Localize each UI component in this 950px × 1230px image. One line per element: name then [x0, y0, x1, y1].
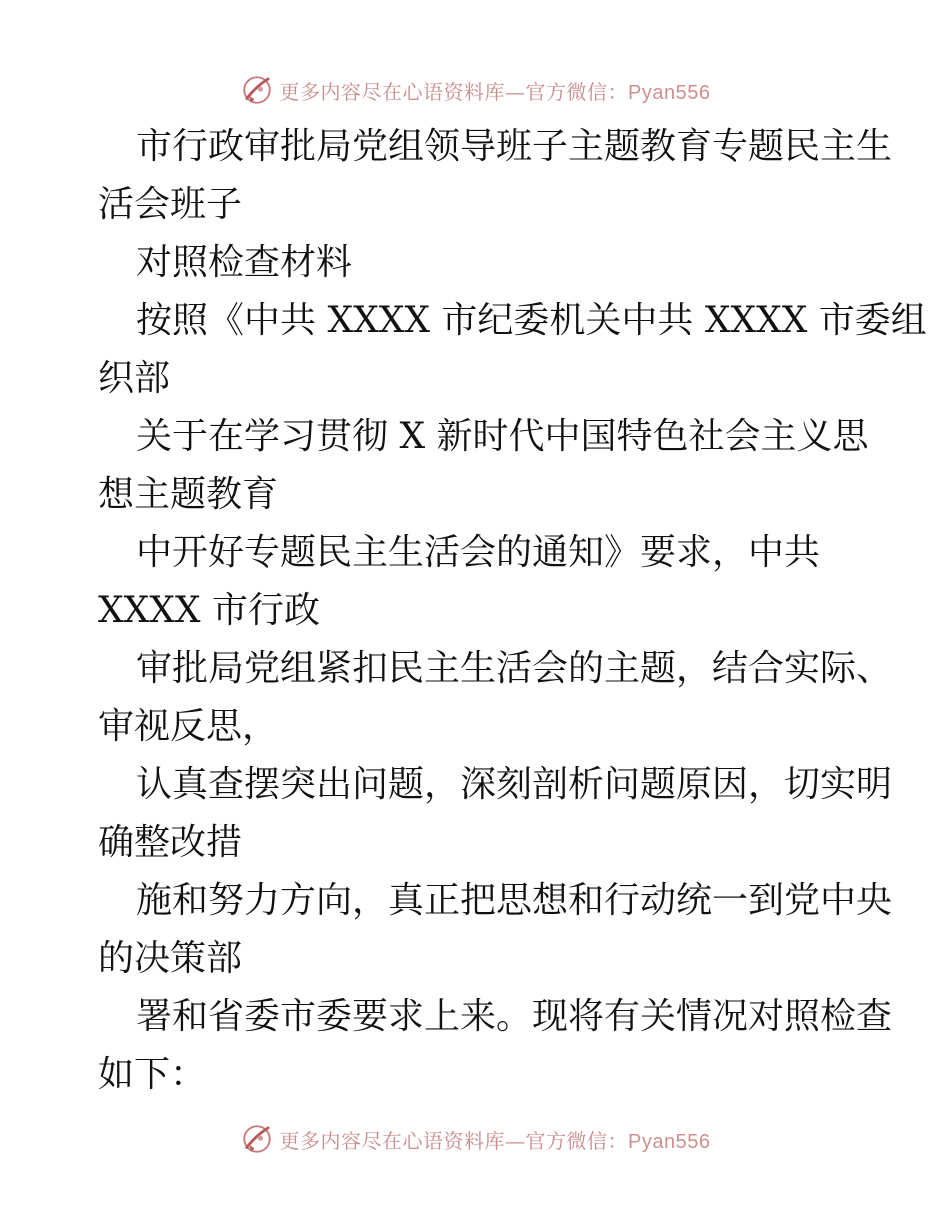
paragraph-line: 署和省委市委要求上来。现将有关情况对照检查 — [136, 996, 893, 1037]
paragraph-line: 想主题教育 — [98, 474, 279, 515]
paragraph-line: 活会班子 — [98, 184, 243, 225]
paragraph-line: 审视反思， — [98, 706, 279, 747]
document-body — [98, 118, 927, 1104]
paragraph-line: 施和努力方向，真正把思想和行动统一到党中央 — [136, 880, 893, 921]
paragraph-line: 关于在学习贯彻 X 新时代中国特色社会主义思 — [136, 416, 869, 457]
watermark-text: 更多内容尽在心语资料库—官方微信：Pyan556 — [279, 1128, 711, 1153]
paragraph-line: 织部 — [98, 358, 171, 399]
paragraph-line: XXXX 市行政 — [98, 590, 320, 631]
paragraph-line: 的决策部 — [98, 938, 243, 979]
paragraph-line: 确整改措 — [98, 822, 243, 863]
paragraph-line: 中开好专题民主生活会的通知》要求，中共 — [136, 532, 821, 573]
pen-brush-logo-icon — [240, 1122, 274, 1156]
paragraph-line: 认真查摆突出问题，深刻剖析问题原因，切实明 — [136, 764, 893, 805]
paragraph-line: 如下： — [98, 1054, 207, 1095]
paragraph-line: 按照《中共 XXXX 市纪委机关中共 XXXX 市委组 — [136, 300, 927, 341]
pen-brush-logo-icon — [240, 73, 274, 107]
header-watermark — [0, 70, 950, 110]
paragraph-line: 审批局党组紧扣民主生活会的主题，结合实际、 — [136, 648, 893, 689]
footer-watermark — [0, 1119, 950, 1159]
watermark-text: 更多内容尽在心语资料库—官方微信：Pyan556 — [279, 79, 711, 104]
paragraph-line: 对照检查材料 — [136, 242, 353, 283]
paragraph-line: 市行政审批局党组领导班子主题教育专题民主生 — [136, 126, 893, 167]
